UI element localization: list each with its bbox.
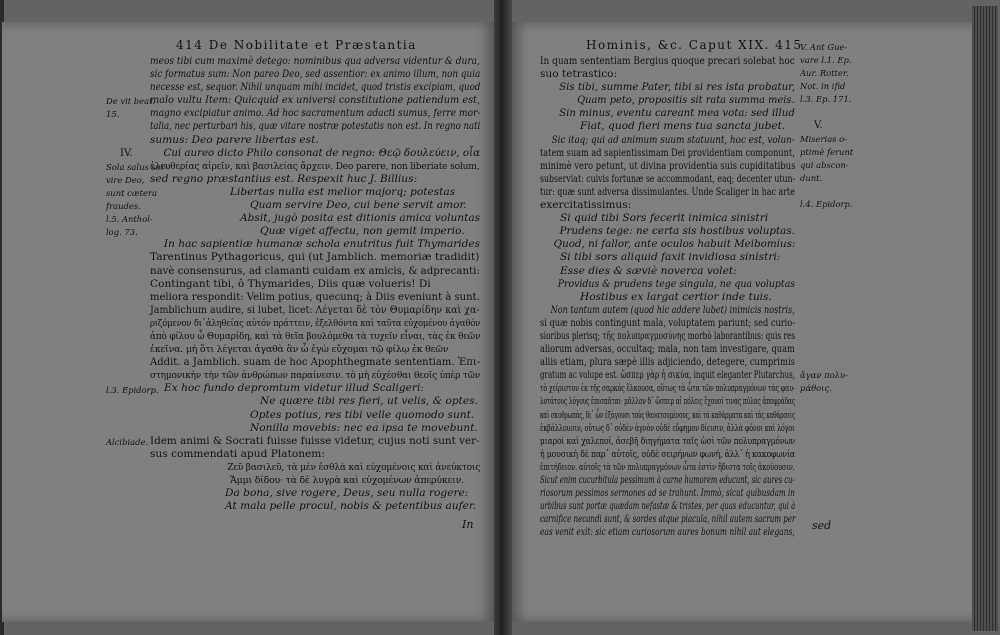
margin-note: 15.	[106, 109, 120, 120]
margin-note: dunt.	[800, 173, 823, 183]
margin-note: IV.	[120, 147, 133, 159]
text-line: Idem animi & Socrati fuisse fuisse videtur, cujus noti sunt ver-	[150, 434, 480, 447]
margin-note: l.3. Epidorp.	[106, 384, 159, 395]
margin-note: μάθοις.	[800, 382, 832, 393]
margin-note: l.3. Ep. 171.	[800, 94, 852, 105]
text-line: sic formatus sum: Non pareo Deo, sed assentior: ex animo illum, non quia	[150, 68, 481, 81]
text-line: Sic itaq; qui ad animum suum statuunt, hoc est, volun-	[551, 133, 795, 146]
text-line: Quæ viget affectu, non gemit imperio.	[260, 225, 465, 238]
margin-note: vire Deo,	[106, 174, 145, 185]
margin-note: V. Ant Gue-	[800, 42, 848, 52]
text-line: Quod, ni fallor, ante oculos habuit Meibomius:	[553, 238, 796, 251]
text-line: Quam servire Deo, cui bene servit amor.	[250, 199, 467, 212]
text-line: eas venit exit: sic etiam curiosorum aures bonum nihil aut elegans,	[540, 526, 795, 539]
text-line: tatem suam ad sapientissimam Dei providentiam componunt,	[540, 146, 795, 159]
margin-note: fraudes.	[106, 201, 141, 212]
right-body-text	[540, 55, 835, 539]
text-line: Fiat, quod fieri mens tua sancta jubet.	[580, 120, 786, 133]
text-line: Sin minus, eventu careant mea vota: sed illud	[559, 107, 795, 120]
text-line: Ex hoc fundo depromtum videtur illud Scaligeri:	[164, 382, 424, 395]
text-line: tur: quæ sunt adversa dissimulantes. Unde Scaliger in hac arte	[540, 185, 795, 198]
text-line: Contingant tibi, ô Thymarides, Diis quæ volueris! Di	[150, 277, 431, 290]
text-line: ἐκβάλλουσιν, οὕτως δ᾽ οὐδὲν ἁγνὸν οὐδὲ εὔφημον δίεισιν, ἀλλὰ φόνοι καὶ λόγοι	[540, 422, 795, 434]
text-line: subserviat: cuivis fortunæ se accommodant, eaq; decenter utun-	[540, 172, 796, 185]
text-line: Sis tibi, summe Pater, tibi si res ista probatur,	[559, 81, 796, 94]
text-line: Hostibus ex largat certior inde tuis.	[580, 290, 772, 303]
text-line: sumus: Deo parere libertas est.	[150, 133, 319, 146]
text-line: ριζόμενον δι᾽ἀληθείας αὐτόν πράττειν, ἐξελθόντα καὶ ταῦτα εὐχομένου ἀγαθόν	[150, 317, 481, 329]
left-running-head: 414 De Nobilitate et Præstantia	[176, 38, 417, 52]
text-line: καὶ σκυθρωπὰς, δι᾽ ὧν ἐξάγουσι τοὺς θανατουμένους, καὶ τὰ καθάρματα καὶ τὰς καθάρσεις	[540, 409, 796, 421]
text-line: ἡ μουσικὴ δὲ παρ᾽ αὐτοῖς, οὐδὲ σειρήνων φωνή, ἀλλ᾽ ἡ κακοφωνία	[540, 448, 795, 460]
text-line: At mala pelle procul, nobis & petentibus aufer.	[225, 500, 477, 513]
margin-note: ptimè ferunt	[800, 146, 854, 157]
right-catchword: sed	[812, 519, 832, 532]
text-line: Non tantum autem (quod hic addere lubet) inimicis nostris,	[550, 303, 795, 316]
text-line: necesse est, sequor. Nihil unquam mihi incidet, quod tristis excipiam, quod	[150, 81, 481, 94]
text-line: carnifice necandi sunt, & sordes atque piacula, nihil autem sacrum per	[540, 513, 796, 526]
text-line: aliis etiam, plura sæpè illis adjiciendo, detegere, cumprimis	[540, 356, 795, 369]
text-line: Cui aureo dicto Philo consonat de regno: Θεῷ δουλεύειν, οἷα	[163, 146, 481, 159]
text-line: ἐκεῖνα. μὴ ὅτι λέγεται ἀγαθὰ ἃν ὦ ἐγὼ εὔχομαι τῷ φίλῳ ἐκ θεῶν	[150, 344, 449, 356]
text-line: Si quid tibi Sors fecerit inimica sinistri	[560, 212, 769, 225]
margin-note: ἄγαν πολυ-	[800, 369, 848, 380]
text-line: ἐλευθερίας αἰρεῖν, καὶ βασιλείας ἄρχειν. Deo parere, non liberiate solum,	[150, 160, 480, 172]
right-running-head: Hominis, &c. Caput XIX. 415	[586, 38, 803, 52]
margin-note: l.5. Anthol-	[106, 214, 153, 225]
text-line: urbibus sunt portæ quædam nefastæ & tristes, per quas educuntur, qui à	[540, 500, 796, 513]
text-line: Si tibi sors aliquid faxit invidiosa sinistri:	[560, 251, 781, 264]
text-line: meliora respondit: Velim potius, quecunq; à Diis eveniunt à sunt.	[150, 290, 480, 303]
text-line: In quam sententiam Bergius quoque precari solebat hoc	[540, 55, 795, 67]
text-line: magno excipiatur animo. Ad hoc sacramentum adacti sumus, ferre mor-	[150, 107, 481, 120]
text-line: gratum ac volupe est. ὥσπερ γὰρ ἡ σικύα, inquit eleganter Plutarchus,	[540, 369, 795, 382]
text-line: μιαροὶ καὶ χαλεποί, ἀσεβῆ διηγήματα ταῖς ὠσὶ τῶν πολυπραγμόνων	[540, 435, 795, 447]
text-line: Ἄμμι δίδου· τὰ δὲ λυγρὰ καὶ εὐχομένων ἀπερύκειν.	[230, 475, 464, 486]
text-line: si quæ nobis contingunt mala, voluptatem pariunt; sed curio-	[540, 316, 795, 329]
margin-note: qui abscon-	[800, 159, 849, 170]
text-line: minimè vero petunt, ut divina providentia suis cupiditatibus	[540, 159, 796, 172]
text-line: στημονικὴν τὴν τῶν ἀνθρώπων παραίνεσιν. τὸ μὴ εὐχέσθαι θεοῖς ὑπὲρ τῶν	[150, 370, 480, 382]
text-line: Providus & prudens tege singula, ne qua voluptas	[557, 277, 796, 290]
margin-note: vare l.1. Ep.	[800, 55, 852, 66]
text-line: Sicut enim cucurbitula pessimum à carne humorem educunt, sic aures cu-	[540, 474, 795, 486]
margin-note: Not. in ifid	[800, 81, 846, 92]
margin-note: V.	[814, 119, 823, 131]
margin-note: log. 73.	[106, 227, 138, 238]
text-line: In hac sapientiæ humanæ schola enutritus fuit Thymarides	[163, 238, 481, 251]
text-line: suo tetrastico:	[540, 68, 618, 81]
text-line: λοτάτους λόγους ἐπισπᾶται· μᾶλλον δ᾽ ὥσπερ αἱ πόλεις ἔχουσί τινας πύλας ἀποφράδας	[540, 396, 796, 408]
left-body-text	[150, 55, 590, 513]
text-line: ἐπιτήδειον. αὐτοῖς τὰ τῶν πολυπραγμόνων ὦτα ἐστὶν ἥδιστα τοῖς ἀκούουσιν.	[540, 461, 795, 473]
text-line: Addit. a Jamblich. suam de hoc Apophthegmate sententiam. Ἐπι-	[150, 356, 481, 369]
text-line: malo vultu Item: Quicquid ex universi constitutione patiendum est,	[150, 94, 481, 107]
text-line: navè consensurus, ad clamanti cuidam ex amicis, & adprecanti:	[150, 264, 480, 277]
left-catchword: In	[462, 518, 474, 531]
text-line: aliorum adversas, occultaq; mala, non tam investigare, quam	[540, 343, 795, 356]
text-line: Libertas nulla est melior majorq; potestas	[230, 185, 456, 198]
text-line: Esse dies & sæviè noverca volet:	[560, 264, 737, 277]
text-line: Da bona, sive rogere, Deus, seu nulla rogere:	[225, 487, 469, 500]
text-line: sus commendati apud Platonem:	[150, 447, 325, 460]
text-line: meos tibi cum maximè detego: nominibus qua adversa videntur & dura,	[150, 55, 480, 67]
margin-note: Sola salus ser-	[106, 161, 168, 172]
text-line: Tarentinus Pythagoricus, qui (ut Jamblich. memoriæ tradidit)	[150, 251, 480, 264]
text-line: Prudens tege: ne certa sis hostibus voluptas.	[559, 225, 795, 238]
text-line: talia, nec perturbari his, quæ vitare nostræ potestatis non est. In regno nati	[150, 120, 481, 133]
text-line: sed regno præstantius est. Respexit huc J. Billius:	[150, 172, 418, 185]
text-line: Ζεῦ βασιλεῦ, τὰ μὲν ἐσθλὰ καὶ εὐχομένοις καὶ ἀνεύκτοις	[227, 461, 481, 473]
margin-note: l.4. Epidorp.	[800, 199, 853, 210]
text-line: Ne quære tibi res fieri, ut velis, & optes.	[260, 395, 478, 408]
text-line: Optes potius, res tibi velle quomodo sunt.	[250, 408, 475, 421]
text-line: Jamblichum audire, si lubet, licet: Λέγεται δὲ τὸν Θυμαρίδην καὶ χα-	[150, 303, 480, 316]
margin-note: De vit beat.	[106, 96, 156, 107]
margin-note: Miserias o-	[800, 133, 848, 144]
text-line: ἀπὸ φίλου ὦ Θυμαρίδη, καὶ τὰ θεῖα βουλόμεθα τὰ τυχεῖν εἶναι, τὰς ἐκ θεῶν	[150, 330, 481, 342]
text-line: riosorum pessimos sermones ad se trahunt. Immò, sicut quibusdam in	[540, 487, 795, 500]
text-line: sioribus plerisq; τῆς πολυπραγμοσύνης morbò laborantibus: quis res	[540, 329, 796, 342]
text-line: Quam peto, propositis sit rata summa meis.	[577, 94, 795, 107]
text-line: Nonilla movebis: nec ea ipsa te movebunt.	[250, 421, 478, 434]
margin-note: sunt cætera	[106, 188, 157, 198]
text-line: exercitatissimus:	[540, 199, 632, 212]
margin-note: Alcibiade.	[106, 436, 149, 447]
margin-note: Aur. Rotter.	[800, 68, 849, 79]
text-line: τὸ χείριστον ἐκ τῆς σαρκὸς ἕλκουσα, οὕτως τὰ ὦτα τῶν πολυπραγμόνων τὰς φαυ-	[540, 383, 795, 395]
page-edges	[972, 6, 998, 631]
text-line: Absit, jugò posita est ditionis amica voluntas	[240, 212, 481, 225]
